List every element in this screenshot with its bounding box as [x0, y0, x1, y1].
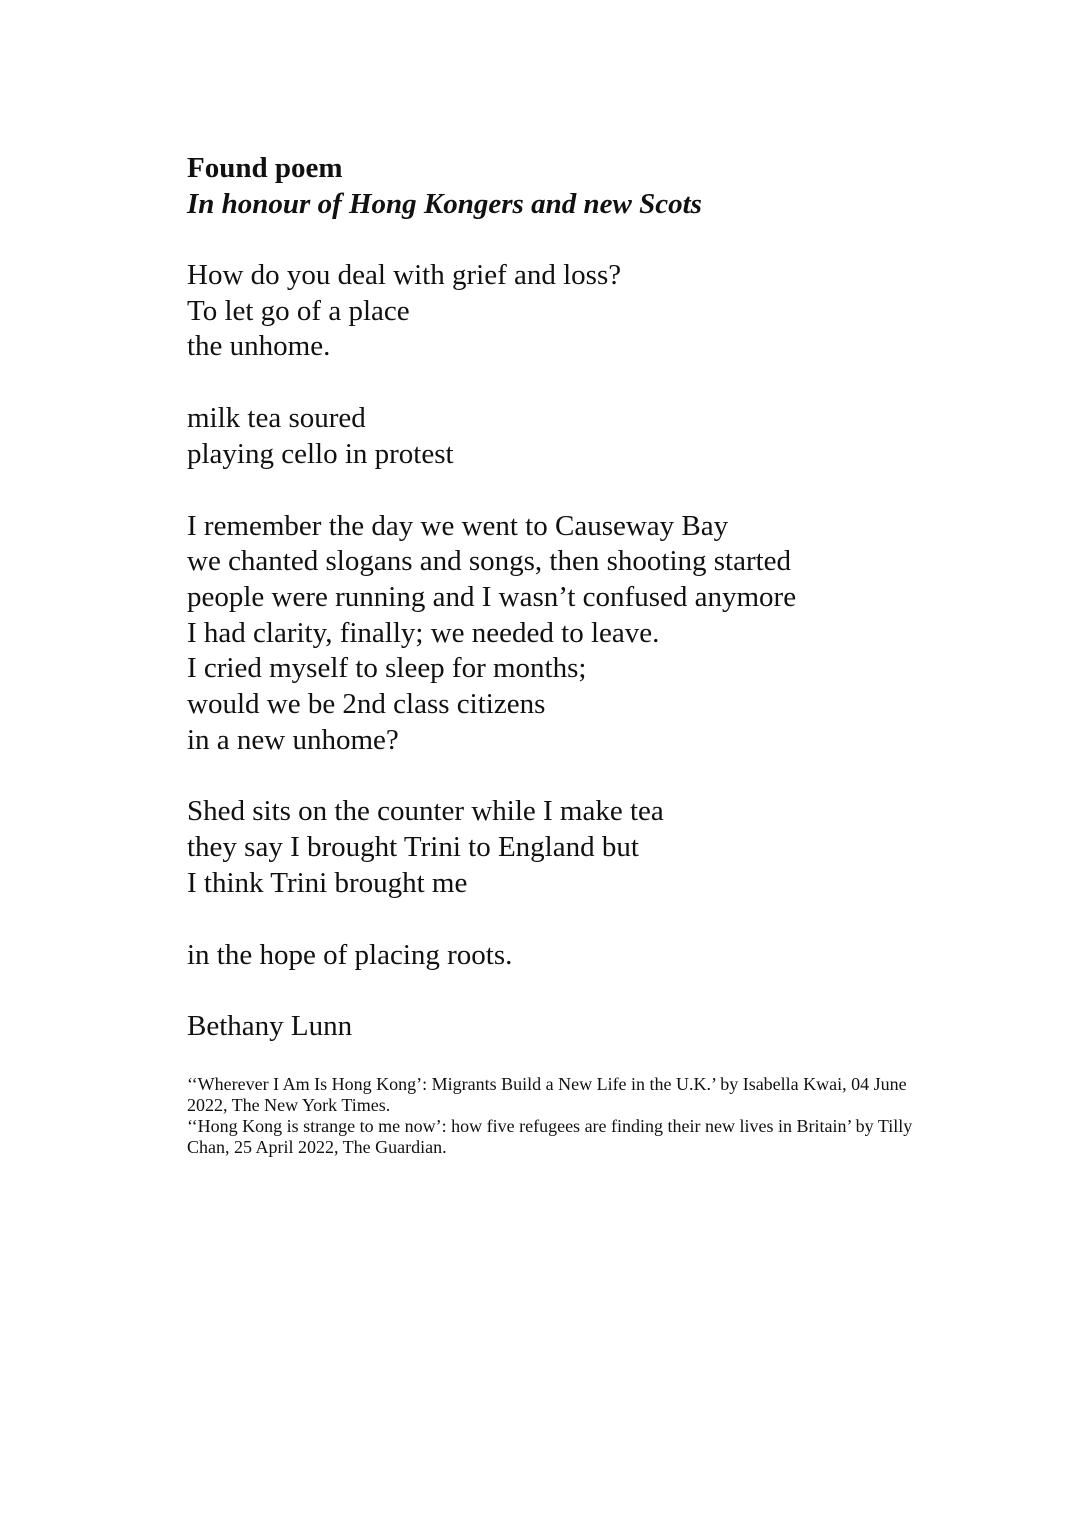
poem-page — [187, 150, 1007, 1158]
reference-item: ‘‘Hong Kong is strange to me now’: how five refugees are finding their new lives in Britain’ by Tilly Chan, 25 April 2022, The Guardian. — [187, 1116, 913, 1158]
stanza-3 — [187, 509, 1007, 759]
stanza-4 — [187, 794, 1007, 901]
references — [187, 1074, 927, 1158]
poem-subtitle: In honour of Hong Kongers and new Scots — [187, 188, 702, 220]
stanza-1 — [187, 258, 1007, 365]
poem-line: I cried myself to sleep for months; — [187, 652, 587, 685]
poem-line: milk tea soured — [187, 402, 366, 435]
poem-title: Found poem — [187, 152, 343, 184]
poem-line: I had clarity, finally; we needed to leave. — [187, 616, 660, 649]
poem-line: Shed sits on the counter while I make tea — [187, 795, 664, 828]
poem-line: To let go of a place — [187, 294, 410, 327]
poem-line: I remember the day we went to Causeway Bay — [187, 509, 729, 542]
poem-line: the unhome. — [187, 330, 331, 363]
poem-line: people were running and I wasn’t confused anymore — [187, 580, 797, 613]
reference-item: ‘‘Wherever I Am Is Hong Kong’: Migrants Build a New Life in the U.K.’ by Isabella Kwai, 04 June 2022, The New York Times. — [187, 1074, 907, 1116]
poem-line: we chanted slogans and songs, then shooting started — [187, 545, 792, 578]
poem-line: they say I brought Trini to England but — [187, 831, 639, 864]
poem-line: playing cello in protest — [187, 437, 454, 470]
poem-line: would we be 2nd class citizens — [187, 688, 546, 721]
poem-line: in the hope of placing roots. — [187, 938, 513, 971]
author-name: Bethany Lunn — [187, 1010, 353, 1043]
poem-line: How do you deal with grief and loss? — [187, 259, 622, 291]
stanza-5 — [187, 938, 1007, 974]
stanza-2 — [187, 401, 1007, 472]
poem-line: in a new unhome? — [187, 723, 399, 756]
poem-line: I think Trini brought me — [187, 866, 468, 899]
